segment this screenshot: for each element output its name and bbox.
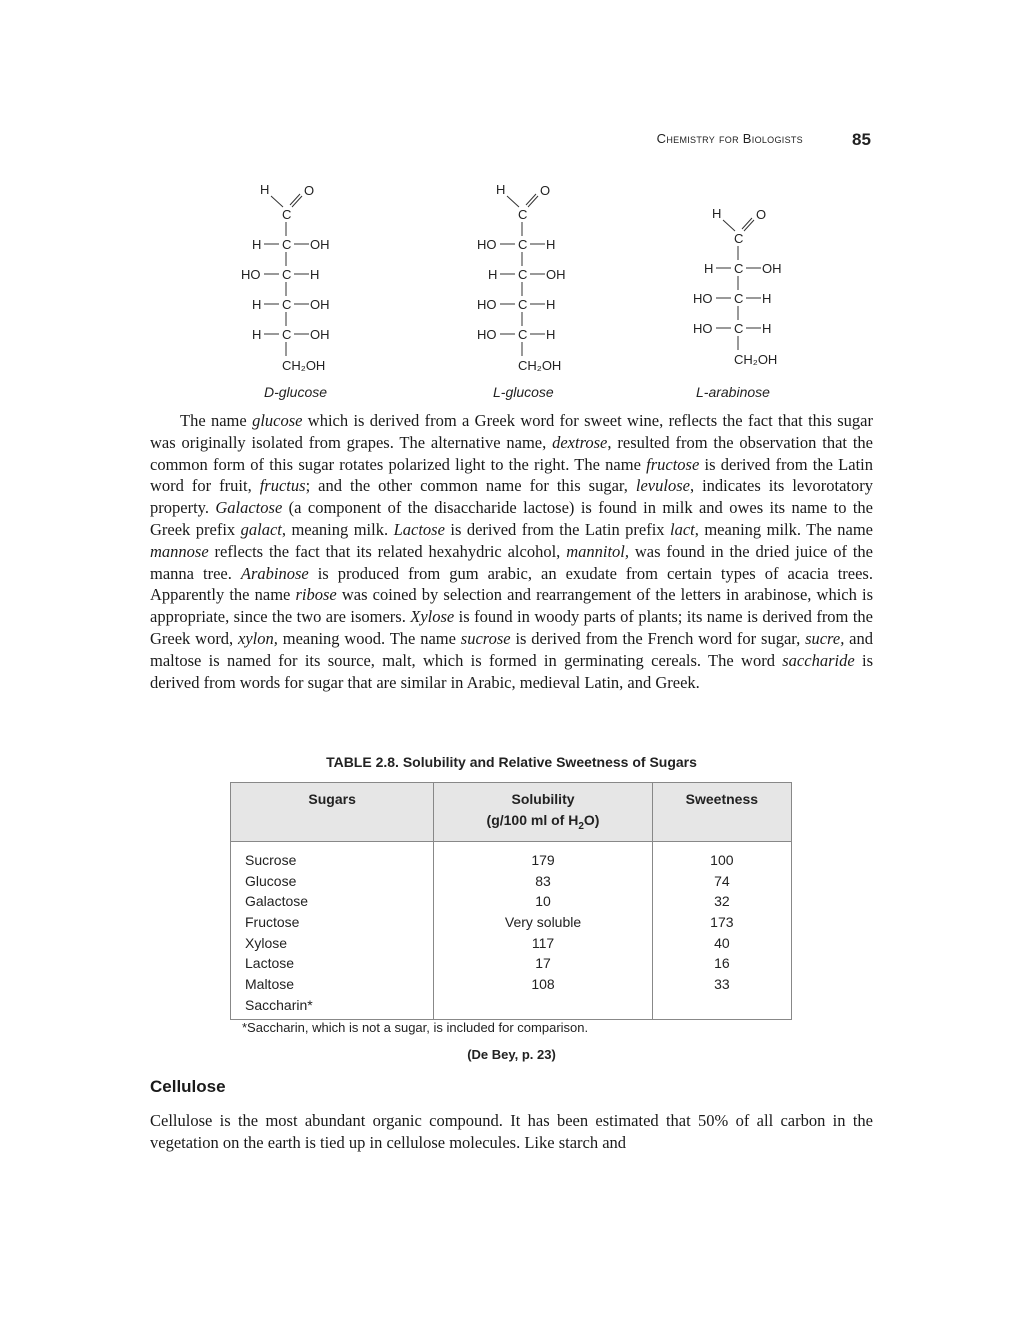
body-paragraph-sugar-names: The name glucose which is derived from a Greek word for sweet wine, reflects the fact that this sugar was originally isolated from grapes. The alternative name, dextrose, resulted from the observation that the common form of this sugar rotates polarized light to the right. The name fructose is derived from the Latin word for fruit, fructus; and the other common name for this sugar, levulose, indicates its levorotatory property. Galactose (a component of the disaccharide lactose) is found in milk and owes its name to the Greek prefix galact, meaning milk. Lactose is derived from the Latin prefix lact, meaning milk. The name mannose reflects the fact that its related hexahydric alcohol, mannitol, was found in the dried juice of the manna tree. Arabinose is produced from gum arabic, an exudate from certain types of acacia trees. Apparently the name ribose was coined by selection and rearrangement of the letters in arabinose, which is appropriate, since the two are isomers. Xylose is found in woody parts of plants; its name is derived from the Greek word, xylon, meaning wood. The name sucrose is derived from the French word for sugar, sucre, and maltose is named for its source, malt, which is formed in germinating cereals. The word saccharide is derived from words for sugar that are similar in Arabic, medieval Latin, and Greek.	[150, 411, 874, 692]
svg-text:OH: OH	[310, 327, 330, 342]
svg-text:H: H	[546, 297, 556, 312]
svg-text:H: H	[546, 327, 556, 342]
table-row	[231, 912, 792, 933]
cell-sweetness: 74	[652, 871, 791, 892]
page-number: 85	[852, 130, 871, 149]
header-solubility: Solubility (g/100 ml of $H_2O$)	[434, 783, 652, 842]
svg-text:OH: OH	[310, 237, 330, 252]
cell-sugar: Fructose	[231, 912, 434, 933]
svg-text:HO: HO	[693, 321, 713, 336]
sugar-solubility-table	[230, 782, 792, 1020]
svg-text:H: H	[704, 261, 714, 276]
svg-text:H: H	[252, 327, 262, 342]
svg-text:O: O	[304, 183, 315, 198]
cell-sugar: Glucose	[231, 871, 434, 892]
cell-sweetness: 32	[652, 891, 791, 912]
table-source: (De Bey, p. 23)	[467, 1047, 556, 1062]
cell-sweetness: 33	[652, 974, 791, 995]
svg-text:C: C	[282, 237, 292, 252]
svg-text:C: C	[282, 267, 292, 282]
svg-text:C: C	[282, 297, 292, 312]
svg-text:H: H	[260, 182, 270, 197]
svg-text:CH₂OH: CH₂OH	[734, 352, 778, 367]
cell-sugar: Xylose	[231, 933, 434, 954]
svg-text:C: C	[734, 261, 744, 276]
cell-sweetness: 16	[652, 953, 791, 974]
label-l-glucose: L-glucose	[493, 384, 554, 400]
cell-solubility: 117	[434, 933, 652, 954]
table-title: TABLE 2.8. Solubility and Relative Sweetness of Sugars	[326, 754, 697, 770]
svg-text:H: H	[488, 267, 498, 282]
svg-text:H: H	[252, 297, 262, 312]
svg-text:C: C	[734, 231, 744, 246]
label-d-glucose: D-glucose	[264, 384, 328, 400]
svg-text:C: C	[282, 327, 292, 342]
svg-text:C: C	[518, 237, 528, 252]
cell-sugar: Galactose	[231, 891, 434, 912]
cell-solubility: Very soluble	[434, 912, 652, 933]
svg-text:OH: OH	[762, 261, 782, 276]
section-heading-cellulose: Cellulose	[150, 1077, 226, 1096]
svg-text:C: C	[282, 207, 292, 222]
cell-sweetness	[652, 995, 791, 1020]
structure-d-glucose	[230, 180, 360, 380]
svg-text:HO: HO	[477, 237, 497, 252]
body-paragraph-cellulose: Cellulose is the most abundant organic compound. It has been estimated that 50% of all carbon in the vegetation on the earth is tied up in cellulose molecules. Like starch and	[150, 1111, 873, 1152]
svg-text:HO: HO	[693, 291, 713, 306]
svg-text:H: H	[762, 291, 772, 306]
svg-text:O: O	[540, 183, 551, 198]
svg-text:C: C	[518, 297, 528, 312]
label-l-arabinose: L-arabinose	[696, 384, 770, 400]
svg-text:C: C	[734, 321, 744, 336]
structure-l-arabinose	[682, 204, 812, 374]
structure-l-glucose	[466, 180, 596, 380]
svg-text:H: H	[762, 321, 772, 336]
table-row	[231, 891, 792, 912]
svg-text:OH: OH	[310, 297, 330, 312]
cell-solubility: 83	[434, 871, 652, 892]
cell-sugar: Maltose	[231, 974, 434, 995]
cell-sugar: Sucrose	[231, 841, 434, 870]
cell-sweetness: 173	[652, 912, 791, 933]
svg-text:OH: OH	[546, 267, 566, 282]
cell-sweetness: 100	[652, 841, 791, 870]
svg-text:CH₂OH: CH₂OH	[518, 358, 562, 373]
cell-sugar: Lactose	[231, 953, 434, 974]
cell-sweetness: 40	[652, 933, 791, 954]
svg-text:HO: HO	[241, 267, 261, 282]
table-row	[231, 974, 792, 995]
svg-text:C: C	[518, 327, 528, 342]
cell-solubility	[434, 995, 652, 1020]
table-row	[231, 995, 792, 1020]
svg-text:H: H	[712, 206, 722, 221]
svg-text:HO: HO	[477, 327, 497, 342]
svg-text:C: C	[518, 267, 528, 282]
table-row	[231, 953, 792, 974]
cell-sugar: Saccharin*	[231, 995, 434, 1020]
table-footnote: *Saccharin, which is not a sugar, is included for comparison.	[242, 1020, 589, 1035]
svg-text:C: C	[518, 207, 528, 222]
header-sugars: Sugars	[231, 783, 434, 842]
svg-text:HO: HO	[477, 297, 497, 312]
svg-text:H: H	[252, 237, 262, 252]
svg-text:O: O	[756, 207, 767, 222]
svg-text:CH₂OH: CH₂OH	[282, 358, 326, 373]
cell-solubility: 179	[434, 841, 652, 870]
header-sweetness: Sweetness	[652, 783, 791, 842]
table-row	[231, 841, 792, 870]
svg-text:H: H	[310, 267, 320, 282]
svg-text:H: H	[496, 182, 506, 197]
table-row	[231, 871, 792, 892]
svg-text:C: C	[734, 291, 744, 306]
cell-solubility: 10	[434, 891, 652, 912]
svg-text:H: H	[546, 237, 556, 252]
cell-solubility: 17	[434, 953, 652, 974]
running-header: Chemistry for Biologists	[656, 131, 803, 146]
cell-solubility: 108	[434, 974, 652, 995]
table-row	[231, 933, 792, 954]
